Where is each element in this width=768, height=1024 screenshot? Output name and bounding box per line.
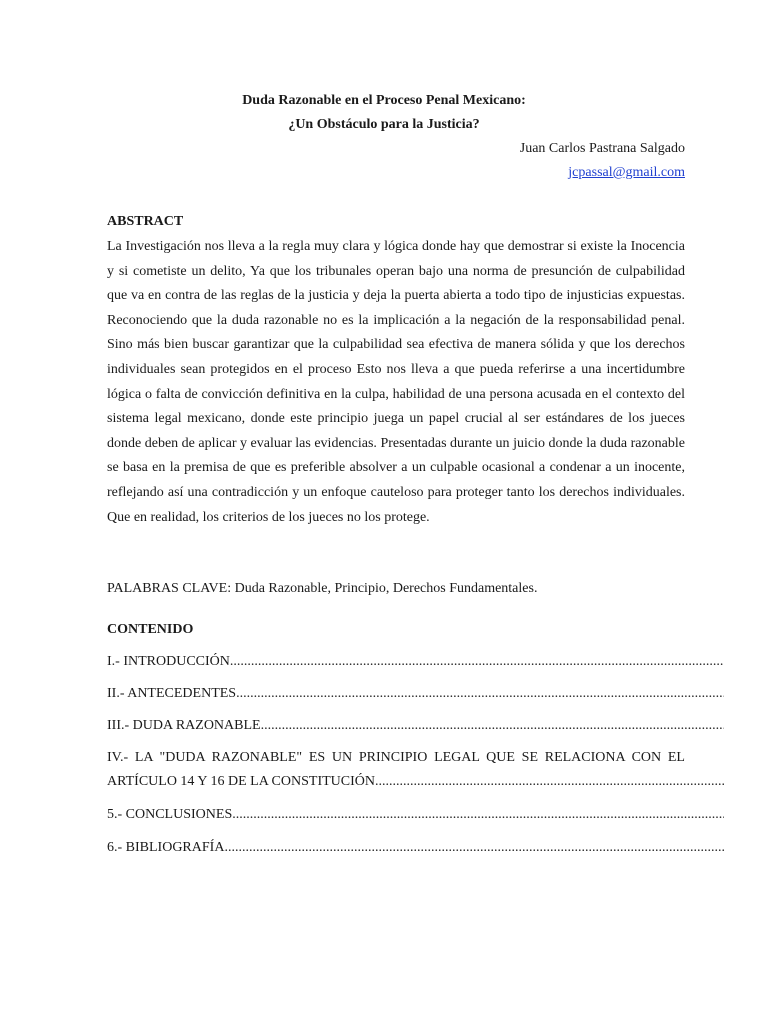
keywords-line: PALABRAS CLAVE: Duda Razonable, Principio, Derechos Fundamentales.: [107, 581, 538, 596]
toc-item-principio-legal-line1[interactable]: IV.- LA "DUDA RAZONABLE" ES UN PRINCIPIO LEGAL QUE SE RELACIONA CON EL: [107, 750, 685, 765]
toc-leader-dots: [375, 773, 724, 791]
toc-item-bibliografia[interactable]: [107, 839, 724, 857]
toc-leader-dots: [230, 653, 724, 671]
toc-leader-dots: [261, 717, 724, 735]
document-title-line2: ¿Un Obstáculo para la Justicia?: [288, 117, 480, 132]
toc-item-label: III.- DUDA RAZONABLE: [107, 718, 261, 733]
toc-item-label: I.- INTRODUCCIÓN: [107, 654, 230, 669]
author-name: Juan Carlos Pastrana Salgado: [519, 141, 685, 156]
toc-leader-dots: [232, 806, 724, 824]
toc-item-duda-razonable[interactable]: [107, 717, 724, 735]
toc-item-introduccion[interactable]: [107, 653, 724, 671]
contents-heading: CONTENIDO: [107, 622, 194, 637]
toc-item-label: ARTÍCULO 14 Y 16 DE LA CONSTITUCIÓN: [107, 774, 375, 789]
toc-leader-dots: [236, 685, 724, 703]
toc-item-label: 5.- CONCLUSIONES: [107, 807, 233, 822]
abstract-heading: ABSTRACT: [107, 214, 184, 229]
toc-item-conclusiones[interactable]: [107, 806, 724, 824]
toc-item-principio-legal-line2[interactable]: [107, 773, 724, 791]
abstract-body: La Investigación nos lleva a la regla muy clara y lógica donde hay que demostrar si existe la Inocencia y si cometiste un delito, Ya que los tribunales operan bajo una norma de presunción de culpabilidad que va en contra de las reglas de la justicia y deja la puerta abierta a todo tipo de injusticias expuestas. Reconociendo que la duda razonable no es la implicación a la negación de la responsabilidad penal. Sino más bien buscar garantizar que la culpabilidad sea efectiva de manera sólida y que los derechos individuales sean protegidos en el proceso Esto nos lleva a que pueda referirse a una incertidumbre lógica o falta de convicción definitiva en la culpa, habilidad de una persona acusada en el contexto del sistema legal mexicano, donde este principio juega un papel crucial al ser estándares de los jueces donde deben de aplicar y evaluar las evidencias. Presentadas durante un juicio donde la duda razonable se basa en la premisa de que es preferible absolver a un culpable ocasional a condenar a un inocente, reflejando así una contradicción y un enfoque cauteloso para proteger tanto los derechos individuales. Que en realidad, los criterios de los jueces no los protege.: [107, 239, 685, 525]
toc-item-antecedentes[interactable]: [107, 685, 724, 703]
toc-item-label: II.- ANTECEDENTES: [107, 686, 237, 701]
toc-item-label: 6.- BIBLIOGRAFÍA: [107, 840, 225, 855]
document-title-line1: Duda Razonable en el Proceso Penal Mexicano:: [242, 93, 526, 108]
toc-leader-dots: [224, 839, 724, 857]
author-email-link[interactable]: jcpassal@gmail.com: [568, 165, 685, 180]
